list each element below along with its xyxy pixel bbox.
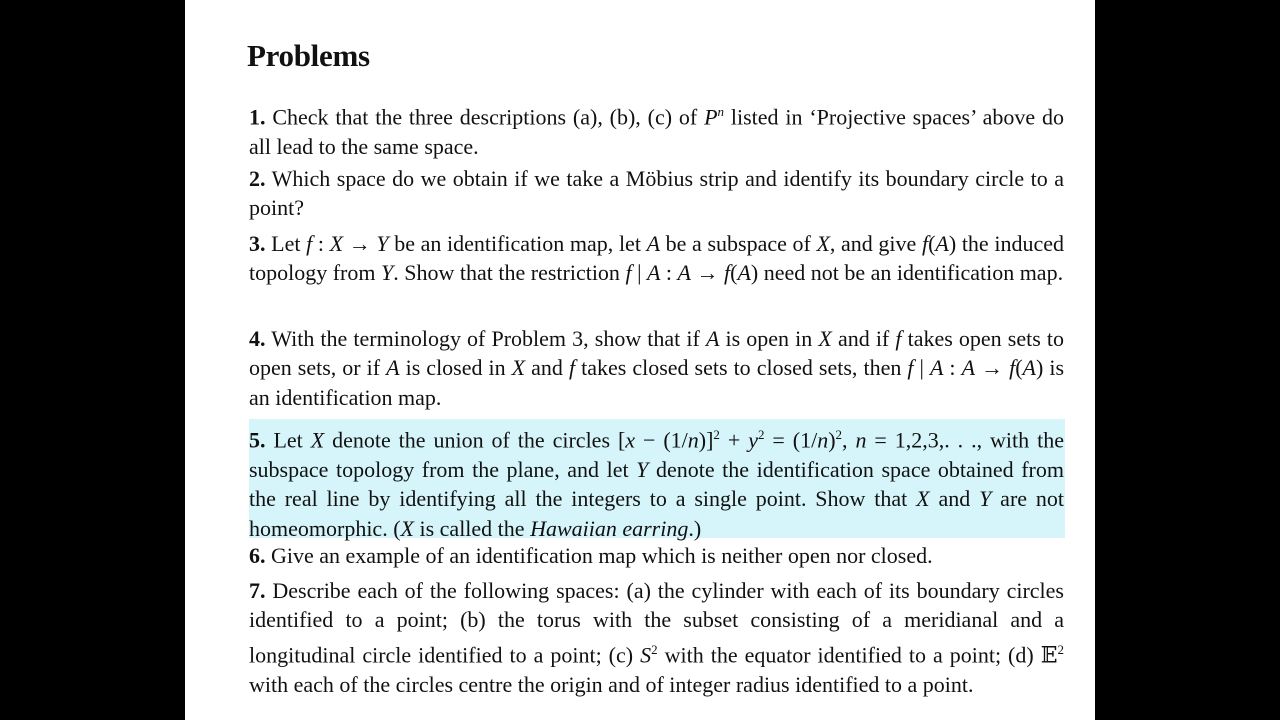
problem-number: 2. [249,166,266,191]
problem-7: 7. Describe each of the following spaces: (a) the cylinder with each of its boundary circles identified to a point; (b) the torus with the subset consisting of a meridianal and a longitudinal circle identified to a point; (c) $S^2$ with the equator identified to a point; (d) 𝔼$^2$ with each of the circles centre the origin and of integer radius identified to a point. [249,578,1064,697]
problem-number: 6. [249,543,266,568]
problem-5: 5. Let X denote the union of the circles $[x - (1/n)]^2 + y^2 = (1/n)^2$, n = 1,2,3,. . ., with the subspace topology from the plane, and let Y denote the identification space obtained from the real line by identifying all the integers to a single point. Show that X and Y are not homeomorphic. (X is called the Hawaiian earring.) [249,427,1065,541]
problem-text: Give an example of an identification map which is neither open nor closed. [271,543,933,568]
problem-number: 3. [249,231,266,256]
problem-text: Which space do we obtain if we take a Möbius strip and identify its boundary circle to a point? [249,166,1064,221]
problem-number: 5. [249,427,266,453]
section-heading: Problems [247,38,370,73]
problem-2 [249,164,1064,223]
problem-text: Check that the three descriptions (a), (b), (c) of [272,104,705,130]
problem-number: 7. [249,578,266,603]
problem-1: 1. Check that the three descriptions (a), (b), (c) of $P^n$ listed in ‘Projective spaces’ above do all lead to the same space. [249,104,1065,159]
problem-3: 3. Let f : X → Y be an identification map, let A be a subspace of X, and give f(A) the induced topology from Y. Show that the restriction f | A : A → f(A) need not be an identification map. [249,231,1064,286]
textbook-page [185,0,1095,720]
problem-number: 4. [249,326,266,351]
problem-6 [249,541,1064,570]
problem-4: 4. With the terminology of Problem 3, show that if A is open in X and if f takes open sets to open sets, or if A is closed in X and f takes closed sets to closed sets, then f | A : A → f(A) is an identification map. [249,326,1065,410]
problem-number: 1. [249,104,266,130]
